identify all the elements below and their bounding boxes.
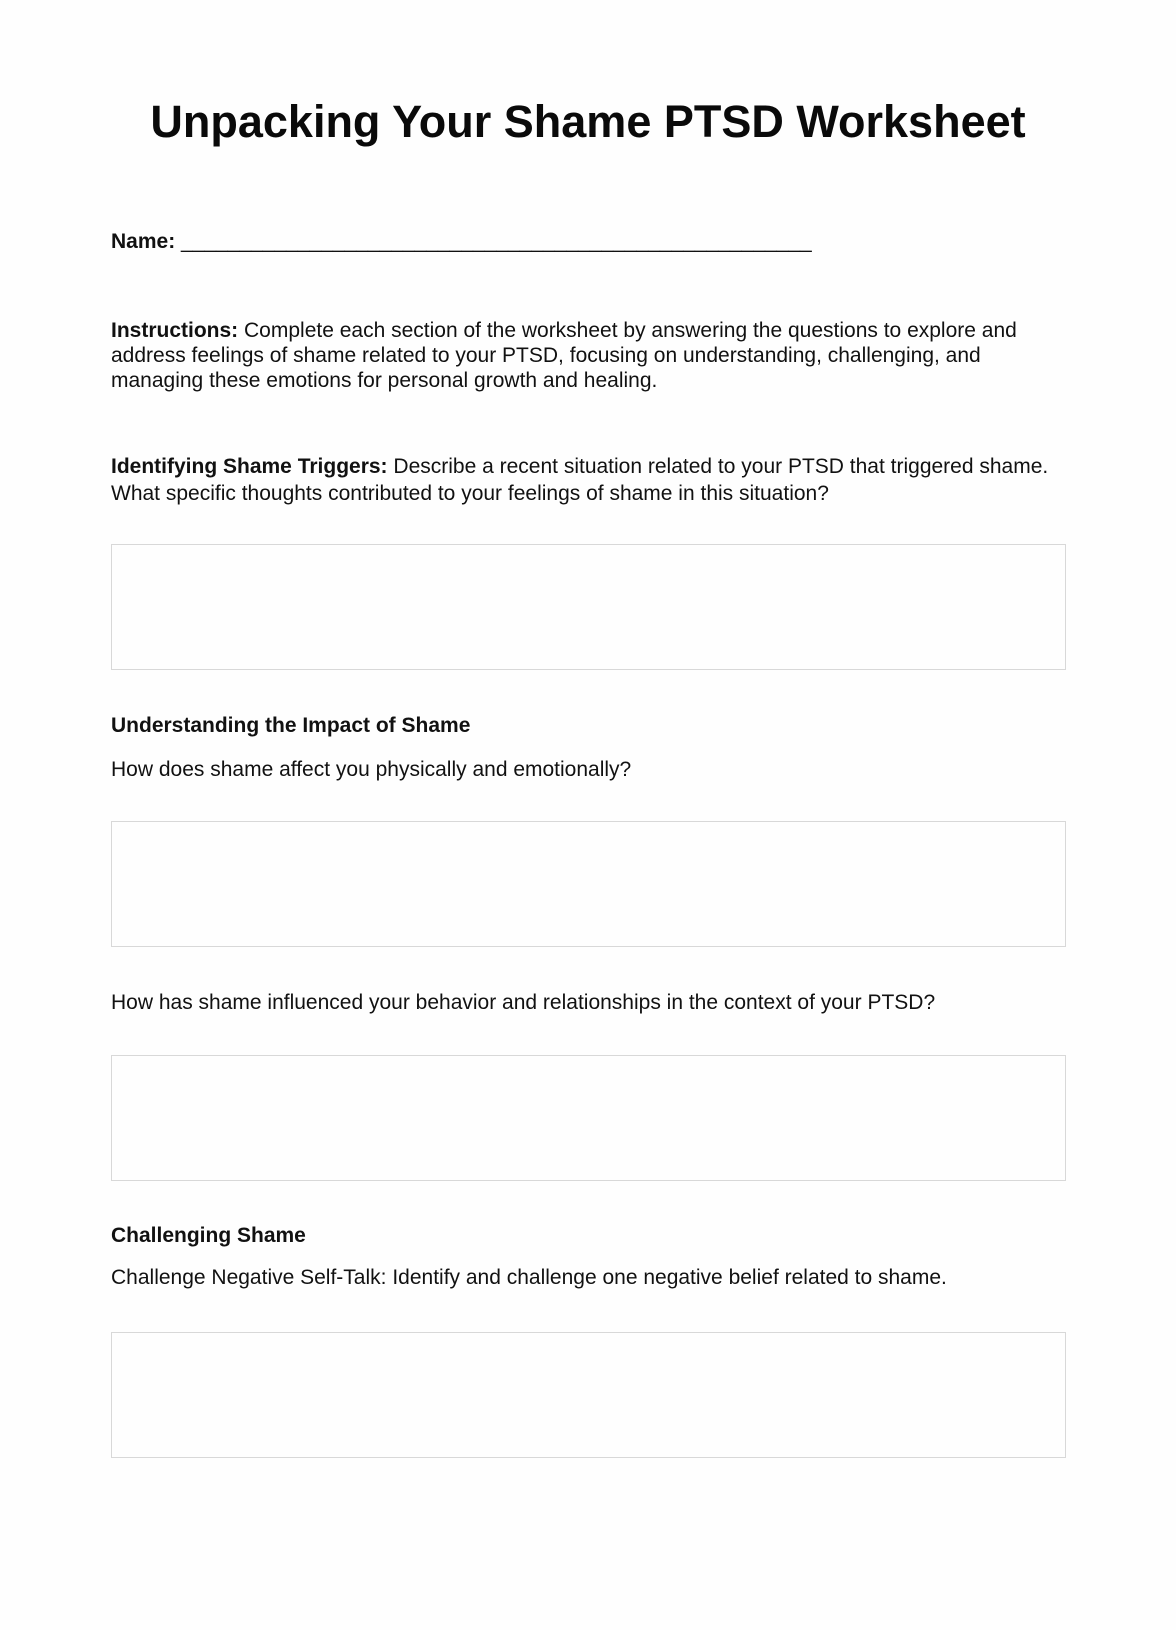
impact-answer-box-1[interactable] xyxy=(111,821,1066,947)
triggers-label: Identifying Shame Triggers: xyxy=(111,455,388,478)
challenging-heading: Challenging Shame xyxy=(111,1224,306,1247)
challenging-question-1: Challenge Negative Self-Talk: Identify and challenge one negative belief related to shame. xyxy=(111,1266,947,1289)
triggers-answer-box[interactable] xyxy=(111,544,1066,670)
instructions-label: Instructions: xyxy=(111,319,239,342)
triggers-text: Describe a recent situation related to your PTSD that triggered shame. What specific thoughts contributed to your feelings of shame in this situation? xyxy=(111,455,1049,505)
name-label: Name: xyxy=(111,230,176,253)
impact-question-1: How does shame affect you physically and emotionally? xyxy=(111,758,632,781)
impact-heading: Understanding the Impact of Shame xyxy=(111,714,471,737)
instructions xyxy=(111,318,1071,393)
impact-answer-box-2[interactable] xyxy=(111,1055,1066,1181)
name-line[interactable]: ______________________________________________________ xyxy=(181,230,812,253)
impact-question-2: How has shame influenced your behavior and relationships in the context of your PTSD? xyxy=(111,991,936,1014)
instructions-text: Complete each section of the worksheet by answering the questions to explore and address feelings of shame related to your PTSD, focusing on understanding, challenging, and managing these emotions for personal growth and healing. xyxy=(111,319,1017,392)
challenging-answer-box-1[interactable] xyxy=(111,1332,1066,1458)
page-title: Unpacking Your Shame PTSD Worksheet xyxy=(150,96,1026,147)
name-field[interactable] xyxy=(111,229,1071,254)
triggers-question xyxy=(111,453,1071,507)
